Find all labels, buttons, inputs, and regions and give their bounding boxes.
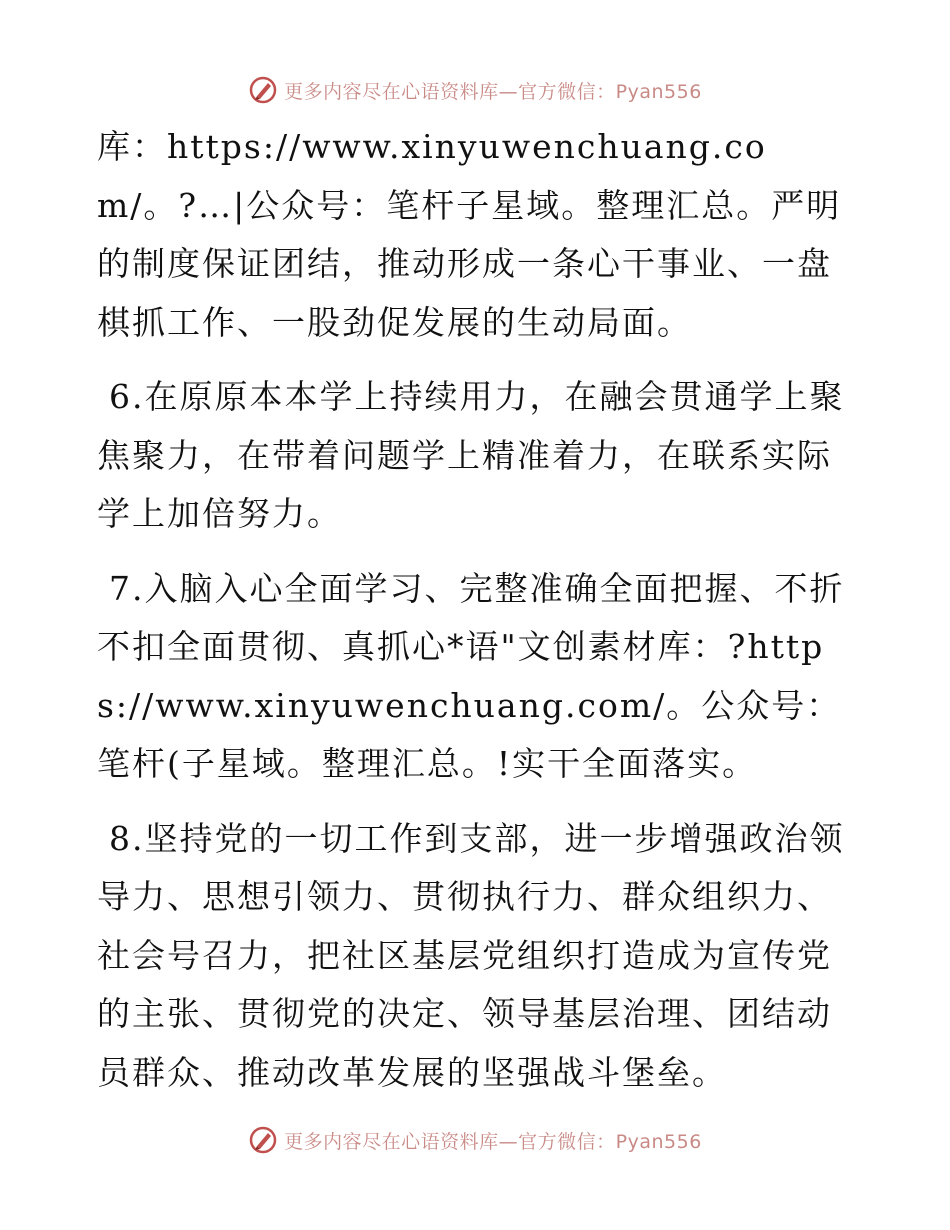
watermark-text: 更多内容尽在心语资料库—官方微信：Pyan556 xyxy=(284,80,702,103)
paragraph-item-8: 8.坚持党的一切工作到支部，进一步增强政治领导力、思想引领力、贯彻执行力、群众组织力、社会号召力，把社区基层党组织打造成为宣传党的主张、贯彻党的决定、领导基层治理、团结动员群众、推动改革发展的坚强战斗堡垒。 xyxy=(97,818,845,1092)
pen-circle-logo-icon xyxy=(248,75,278,105)
pen-circle-logo-icon xyxy=(248,1125,278,1155)
document-body xyxy=(97,118,857,1102)
watermark-header xyxy=(0,70,950,110)
paragraph-continuation: 库：https://www.xinyuwenchuang.com/。?…|公众号：笔杆子星域。整理汇总。严明的制度保证团结，推动形成一条心干事业、一盘棋抓工作、一股劲促发展的生动局面。 xyxy=(97,127,842,342)
watermark-footer xyxy=(0,1120,950,1160)
watermark-text: 更多内容尽在心语资料库—官方微信：Pyan556 xyxy=(284,1130,702,1153)
paragraph-item-6: 6.在原原本本学上持续用力，在融会贯通学上聚焦聚力，在带着问题学上精准着力，在联系实际学上加倍努力。 xyxy=(97,377,845,533)
paragraph-item-7: 7.入脑入心全面学习、完整准确全面把握、不折不扣全面贯彻、真抓心*语"文创素材库：?https://www.xinyuwenchuang.com/。公众号：笔杆(子星域。整理汇总。!实干全面落实。 xyxy=(97,568,845,783)
